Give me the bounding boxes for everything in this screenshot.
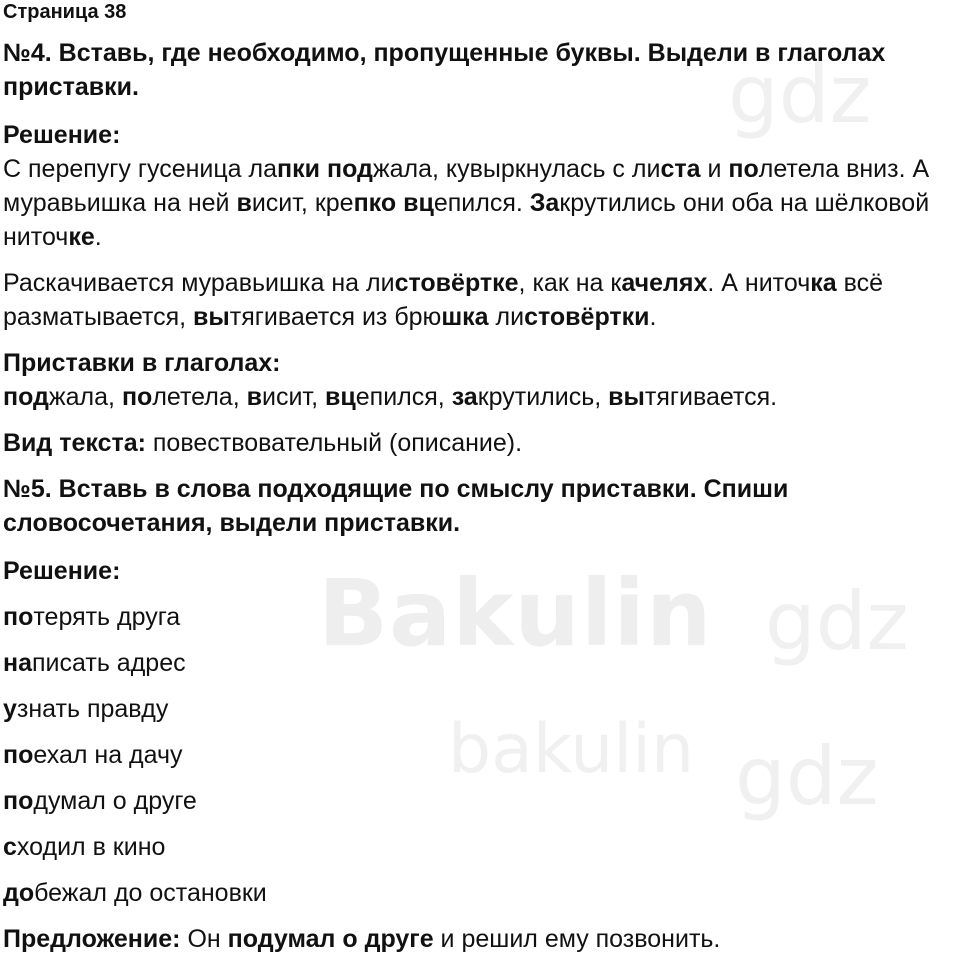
- bold-run: за: [451, 383, 478, 411]
- task5-title: №5. Вставь в слова подходящие по смыслу приставки. Спиши словосочетания, выдели приставки.: [3, 475, 789, 537]
- sentence-body: [181, 925, 721, 953]
- bold-run: вы: [608, 383, 645, 411]
- bold-run: в: [236, 189, 252, 217]
- text-run: , как на к: [518, 269, 622, 297]
- text-run: С перепугу гусеница ла: [3, 155, 278, 183]
- bold-run: вц: [325, 383, 356, 411]
- text-run: епился,: [355, 383, 452, 411]
- text-run: летела,: [152, 383, 247, 411]
- text-run: жала,: [48, 383, 122, 411]
- phrase-item: потерять друга: [3, 603, 181, 631]
- bold-run: под: [326, 155, 373, 183]
- text-run: Раскачивается муравьишка на ли: [3, 269, 395, 297]
- text-run: жала, кувыркнулась с ли: [372, 155, 661, 183]
- bold-run: ачелях: [621, 269, 708, 297]
- watermark-bakulin: Bakulin: [318, 560, 713, 667]
- text-run: Он: [180, 925, 228, 953]
- text-type-label: Вид текста:: [3, 429, 146, 457]
- text-run: крутились,: [477, 383, 609, 411]
- text-run: ли: [488, 303, 525, 331]
- task5-sentence: [3, 922, 951, 956]
- watermark-bakulin-small: bakulin: [448, 710, 695, 789]
- phrase-item: написать адрес: [3, 649, 186, 677]
- sentence-label: Предложение:: [3, 925, 181, 953]
- task4-paragraph2: [3, 266, 951, 334]
- text-run: всё разматывается,: [3, 269, 884, 331]
- phrase-item: сходил в кино: [3, 833, 166, 861]
- bold-run: ка: [810, 269, 837, 297]
- bold-run: по: [728, 155, 759, 183]
- text-run: тягивается.: [644, 383, 778, 411]
- text-run: и: [700, 155, 729, 183]
- bold-run: За: [529, 189, 560, 217]
- phrase-item: узнать правду: [3, 695, 169, 723]
- text-run: .: [94, 223, 102, 251]
- bold-run: пко: [353, 189, 397, 217]
- bold-run: ке: [68, 223, 95, 251]
- text-run: .: [649, 303, 657, 331]
- document: [3, 0, 951, 956]
- bold-run: подумал о друге: [227, 925, 434, 953]
- text-run: епился.: [433, 189, 530, 217]
- watermark-gdz: gdz: [728, 48, 872, 141]
- bold-run: пки: [277, 155, 321, 183]
- watermark-gdz: gdz: [765, 575, 909, 668]
- text-run: тягивается из брю: [229, 303, 442, 331]
- bold-run: вц: [403, 189, 434, 217]
- page-label: Страница 38: [3, 1, 127, 23]
- text-run: крутились они оба на шёлковой ниточ: [3, 189, 930, 251]
- task4-paragraph1: [3, 152, 951, 254]
- watermark-gdz: gdz: [735, 730, 879, 823]
- bold-run: под: [3, 383, 49, 411]
- bold-run: стовёртке: [394, 269, 519, 297]
- task4-prefixes-line: [3, 380, 951, 414]
- text-run: [320, 155, 327, 183]
- text-run: исит,: [261, 383, 325, 411]
- bold-run: вы: [193, 303, 230, 331]
- phrase-item: подумал о друге: [3, 787, 197, 815]
- text-type-value: повествовательный (описание).: [145, 429, 523, 457]
- bold-run: в: [246, 383, 262, 411]
- text-run: . А ниточ: [707, 269, 811, 297]
- text-run: исит, кре: [251, 189, 354, 217]
- task5-solution-heading: Решение:: [3, 557, 121, 585]
- task4-text-type: [3, 426, 951, 460]
- phrase-item: добежал до остановки: [3, 879, 267, 907]
- task4-title: №4. Вставь, где необходимо, пропущенные буквы. Выдели в глаголах приставки.: [3, 39, 886, 101]
- phrase-item: поехал на дачу: [3, 741, 183, 769]
- task4-prefixes-heading: Приставки в глаголах:: [3, 349, 281, 377]
- bold-run: стовёртки: [524, 303, 650, 331]
- task5-phrase-list: [3, 600, 951, 910]
- bold-run: по: [121, 383, 153, 411]
- task4-solution-heading: Решение:: [3, 121, 121, 149]
- bold-run: шка: [441, 303, 489, 331]
- text-run: летела вниз. А муравьишка на ней: [3, 155, 930, 217]
- text-run: и решил ему позвонить.: [433, 925, 721, 953]
- bold-run: ста: [660, 155, 701, 183]
